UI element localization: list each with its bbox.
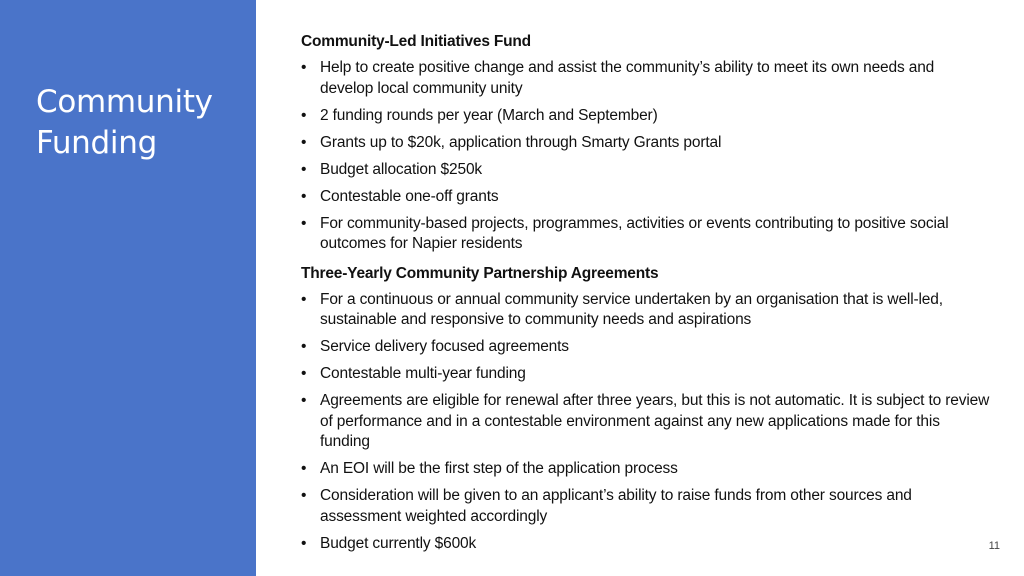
- list-item: [301, 391, 991, 453]
- list-item: [301, 160, 991, 181]
- list-item: [301, 290, 991, 331]
- slide-content: [301, 31, 991, 561]
- list-item-text: Help to create positive change and assist the community’s ability to meet its own needs and develop local community unity: [320, 59, 935, 97]
- list-item: [301, 337, 991, 358]
- list-item-text: Budget allocation $250k: [320, 160, 483, 178]
- bullet-icon: •: [301, 59, 307, 76]
- slide-title-line-1: Community: [36, 84, 213, 120]
- list-item: [301, 133, 991, 154]
- list-item-text: Service delivery focused agreements: [320, 338, 569, 355]
- bullet-icon: •: [301, 460, 307, 477]
- list-item: [301, 459, 991, 480]
- bullet-icon: •: [301, 133, 307, 151]
- bullet-icon: •: [301, 338, 307, 355]
- list-item: [301, 534, 991, 555]
- list-item-text: Grants up to $20k, application through Smarty Grants portal: [320, 133, 722, 151]
- bullet-icon: •: [301, 214, 307, 232]
- list-item-text: 2 funding rounds per year (March and September): [320, 106, 658, 124]
- bullet-icon: •: [301, 160, 307, 178]
- partnership-agreements-list: [301, 290, 991, 555]
- list-item-text: Consideration will be given to an applicant’s ability to raise funds from other sources and assessment weighted accordingly: [320, 487, 912, 525]
- bullet-icon: •: [301, 392, 307, 409]
- list-item: [301, 106, 991, 127]
- list-item-text: Budget currently $600k: [320, 534, 477, 552]
- list-item: [301, 364, 991, 385]
- sidebar-panel: [0, 0, 256, 576]
- list-item: [301, 486, 991, 527]
- list-item: [301, 214, 991, 255]
- bullet-icon: •: [301, 487, 307, 504]
- slide-title: [36, 82, 246, 164]
- list-item-text: An EOI will be the first step of the application process: [320, 460, 678, 477]
- list-item-text: For a continuous or annual community service undertaken by an organisation that is well-led, sustainable and responsive to community needs and aspirations: [320, 290, 943, 328]
- section-heading-community-led-fund: Community-Led Initiatives Fund: [301, 33, 531, 50]
- list-item-text: Contestable multi-year funding: [320, 365, 526, 382]
- community-led-fund-list: [301, 58, 991, 255]
- list-item: [301, 187, 991, 208]
- section-heading-partnership-agreements: Three-Yearly Community Partnership Agreements: [301, 264, 659, 282]
- bullet-icon: •: [301, 187, 307, 205]
- bullet-icon: •: [301, 365, 307, 382]
- list-item-text: For community-based projects, programmes, activities or events contributing to positive social outcomes for Napier residents: [320, 214, 949, 252]
- bullet-icon: •: [301, 106, 307, 124]
- bullet-icon: •: [301, 290, 307, 308]
- list-item: [301, 58, 991, 99]
- list-item-text: Contestable one-off grants: [320, 187, 499, 205]
- list-item-text: Agreements are eligible for renewal after three years, but this is not automatic. It is subject to review of performance and in a contestable environment against any new applications made for this funding: [320, 392, 990, 450]
- slide-title-line-2: Funding: [36, 125, 157, 161]
- bullet-icon: •: [301, 534, 307, 552]
- page-number: 11: [988, 540, 1000, 552]
